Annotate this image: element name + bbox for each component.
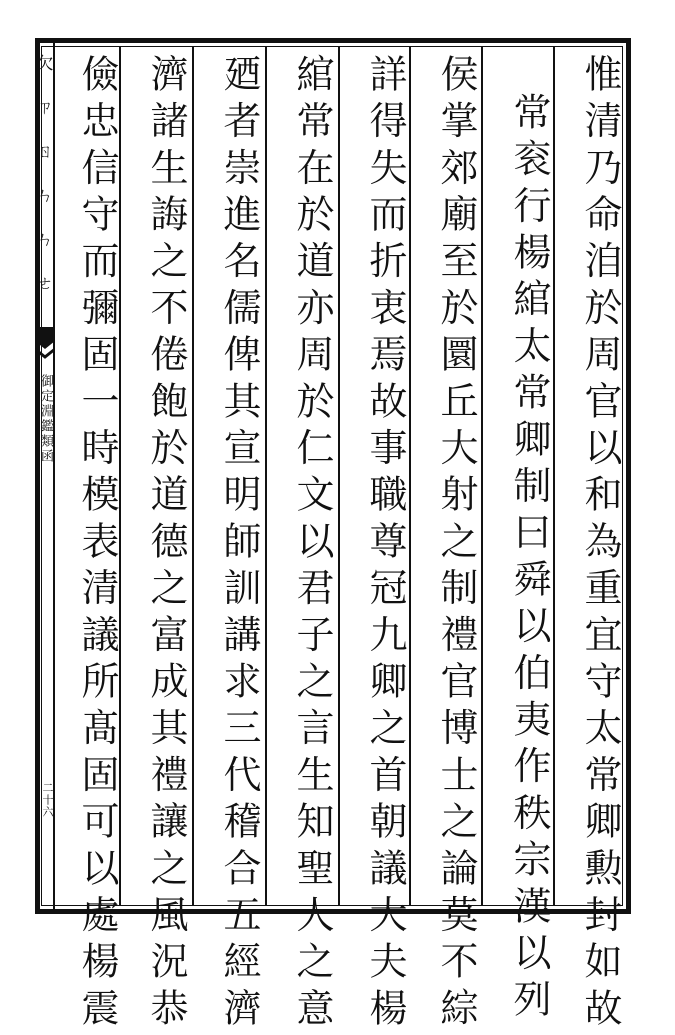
- column-rule: [553, 47, 555, 906]
- column-rule: [338, 47, 340, 906]
- page-number: 二十六: [41, 782, 54, 818]
- column-rule: [192, 47, 194, 906]
- margin-mark: ㄜ: [36, 274, 54, 294]
- margin-mark: ㄗ: [36, 98, 54, 118]
- text-column-8: 儉忠信守而彌固一時模表清議所髙固可以處楊震: [75, 54, 119, 1035]
- text-column-2: 常衮行楊綰太常卿制曰舜以伯夷作秩宗漢以列: [507, 92, 551, 1026]
- column-rule: [481, 47, 483, 906]
- column-rule: [409, 47, 411, 906]
- margin-mark: ㄣ: [36, 186, 54, 206]
- book-title: 御定淵鑑類函: [38, 374, 53, 464]
- text-column-5: 綰常在於道亦周於仁文以君子之言生知聖人之意: [290, 54, 334, 1035]
- margin-marks: [35, 42, 55, 306]
- margin-mark: ㄣ: [36, 230, 54, 250]
- text-column-4: 詳得失而折衷焉故事職尊冠九卿之首朝議大夫楊: [363, 54, 407, 1035]
- text-column-7: 濟諸生誨之不倦飽於道德之富成其禮讓之風況恭: [144, 54, 188, 1035]
- margin-mark: 欠: [36, 54, 54, 74]
- text-column-3: 侯掌郊廟至於圜丘大射之制禮官博士之論莫不綜: [434, 54, 478, 1035]
- column-rule: [119, 47, 121, 906]
- text-column-1: 惟清乃命洎於周官以和為重宜守太常卿勲封如故: [578, 54, 622, 1035]
- fishtail-mark-icon: [35, 327, 55, 367]
- margin-mark: ㄖ: [36, 142, 54, 162]
- fold-margin: [35, 42, 55, 910]
- column-rule: [265, 47, 267, 906]
- text-column-6: 廼者崇進名儒俾其宣明師訓講求三代稽合五經濟: [217, 54, 261, 1035]
